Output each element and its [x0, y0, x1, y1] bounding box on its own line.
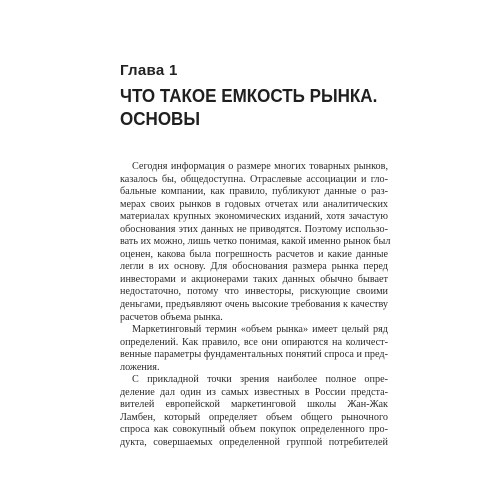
paragraph-3	[120, 374, 388, 449]
text-line: дукта, совершаемых определенной группой потребителей	[120, 437, 388, 449]
text-line: деление дал один из самых известных в России предста-	[120, 386, 388, 398]
text-line: бальные компании, как правило, публикуют данные о раз-	[120, 186, 388, 198]
chapter-title-line: ОСНОВЫ	[120, 108, 201, 129]
text-line: вителей европейской маркетинговой школы Жан-Жак	[120, 399, 388, 411]
text-line: венные параметры фундаментальных понятий спроса и пред-	[120, 349, 388, 361]
text-line: материалах крупных экономических изданий, хотя зачастую	[120, 211, 388, 223]
text-line: С прикладной точки зрения наиболее полное опре-	[132, 374, 388, 386]
text-line: обоснования этих данных не приводятся. Поэтому использо-	[120, 223, 388, 235]
chapter-label: Глава 1	[120, 62, 178, 79]
text-line: Маркетинговый термин «объем рынка» имеет целый ряд	[132, 324, 388, 336]
body-text	[120, 161, 391, 450]
text-line: мерах своих рынков в годовых отчетах или аналитических	[120, 198, 388, 210]
text-line: недостаточно, потому что инвесторы, рискующие своими	[120, 286, 388, 298]
text-line: оценен, какова была погрешность расчетов и какие данные	[120, 248, 388, 260]
paragraph-2	[120, 324, 388, 374]
text-line: расчетов объема рынка.	[120, 311, 223, 323]
text-line: инвесторами и акционерами таких данных обычно бывает	[120, 273, 388, 285]
text-line: вать их можно, лишь четко понимая, какой именно рынок был	[120, 236, 391, 248]
text-line: казалось бы, общедоступна. Отраслевые ассоциации и гло-	[120, 173, 388, 185]
text-line: определений. Как правило, все они опираются на количест-	[120, 336, 388, 348]
text-line: ложения.	[120, 361, 160, 373]
chapter-title	[120, 84, 396, 130]
text-line: спроса как совокупный объем покупок определенного про-	[120, 424, 388, 436]
paragraph-1	[120, 161, 391, 324]
text-line: легли в их основу. Для обоснования размера рынка перед	[120, 261, 388, 273]
text-line: деньгами, предъявляют очень высокие требования к качеству	[120, 299, 388, 311]
text-line: Сегодня информация о размере многих товарных рынков,	[132, 161, 388, 172]
text-line: Ламбен, который определяет объем общего рыночного	[120, 411, 388, 423]
chapter-title-line: ЧТО ТАКОЕ ЕМКОСТЬ РЫНКА.	[120, 85, 378, 106]
